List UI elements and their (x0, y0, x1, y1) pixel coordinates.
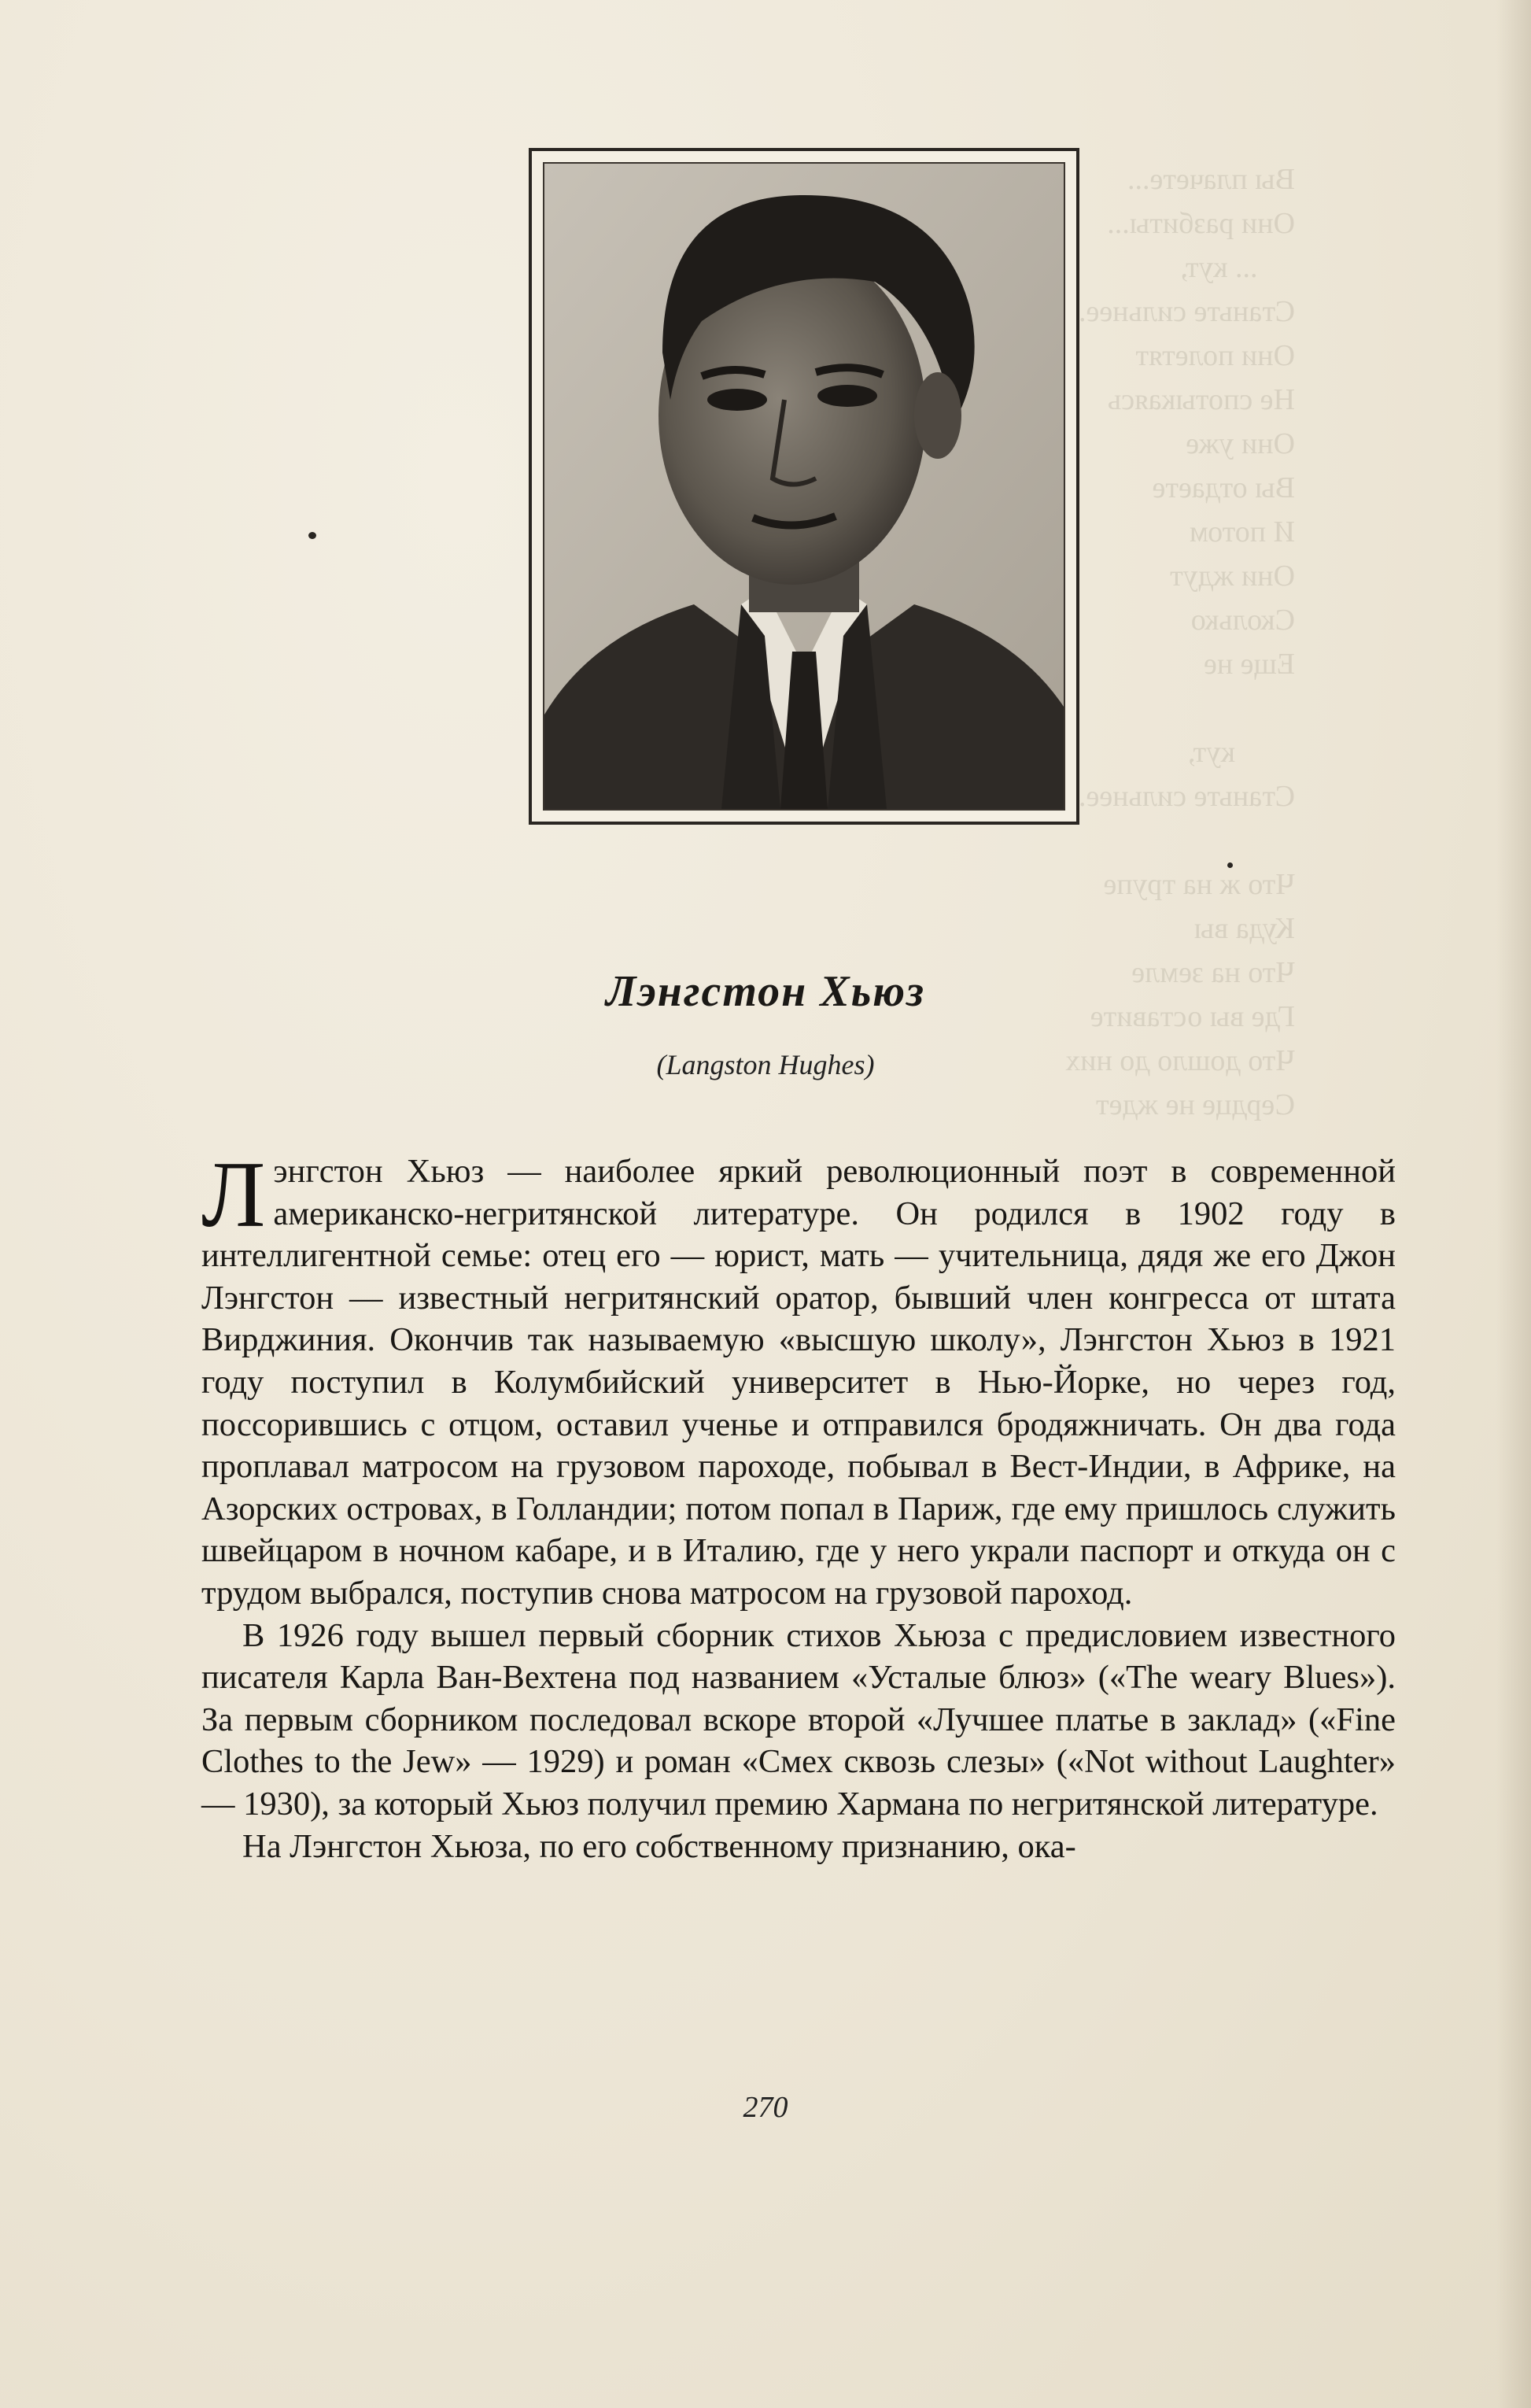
portrait-frame (529, 148, 1079, 825)
article-subtitle: (Langston Hughes) (656, 1049, 875, 1080)
ink-speck (308, 532, 316, 539)
article-title: Лэнгстон Хьюз (606, 967, 925, 1016)
ink-speck (1227, 862, 1233, 868)
article-body (201, 1142, 1396, 1867)
paragraph-3: На Лэнгстон Хьюза, по его собственному признанию, ока- (242, 1827, 1076, 1865)
portrait-photo (543, 162, 1065, 811)
drop-cap: Л (201, 1142, 266, 1246)
page-edge-shadow (1496, 0, 1531, 2408)
paragraph-1 (201, 1142, 1396, 1615)
paragraph-1-text: энгстон Хьюз — наиболее яркий революционный поэт в современной американско-негритянской литературе. Он родился в 1902 году в интеллигентной семье: отец его — юрист, мать — учительница, дядя же его Джон Лэнгстон — известный негритянский оратор, бывший член конгресса от штата Вирджиния. Окончив так называемую «высшую школу», Лэнгстон Хьюз в 1921 году поступил в Колумбийский университет в Нью-Йорке, но через год, поссорившись с отцом, оставил ученье и отправился бродяжничать. Он два года проплавал матросом на грузовом пароходе, побывал в Вест-Индии, в Африке, на Азорских островах, в Голландии; потом попал в Париж, где ему пришлось служить швейцаром в ночном кабаре, и в Италию, где у него украли паспорт и откуда он с трудом выбрался, поступив снова матросом на грузовой пароход. (201, 1153, 1396, 1612)
portrait-image (544, 164, 1064, 809)
paragraph-2: В 1926 году вышел первый сборник стихов Хьюза с предисловием известного писателя Карла Ван-Вехтена под названием «Усталые блюз» («The weary Blues»). За первым сборником последовал вскоре второй «Лучшее платье в заклад» («Fine Clothes to the Jew» — 1929) и роман «Смех сквозь слезы» («Not without Laughter» — 1930), за который Хьюз получил премию Хармана по негритянской литературе. (201, 1616, 1396, 1823)
show-through-text: Вы плачете... Они разбиты... ... кут, Станьте сильнее... Они полетят Не спотыкаясь Они уже Вы отдаете И потом Они ждут Сколько Еще не кут, Станьте сильнее... Что ж на трупе Куда вы Что на земле Где вы оставите Что дошло до них Сердце не ждет (1063, 163, 1295, 1121)
page-number: 270 (743, 2091, 788, 2124)
